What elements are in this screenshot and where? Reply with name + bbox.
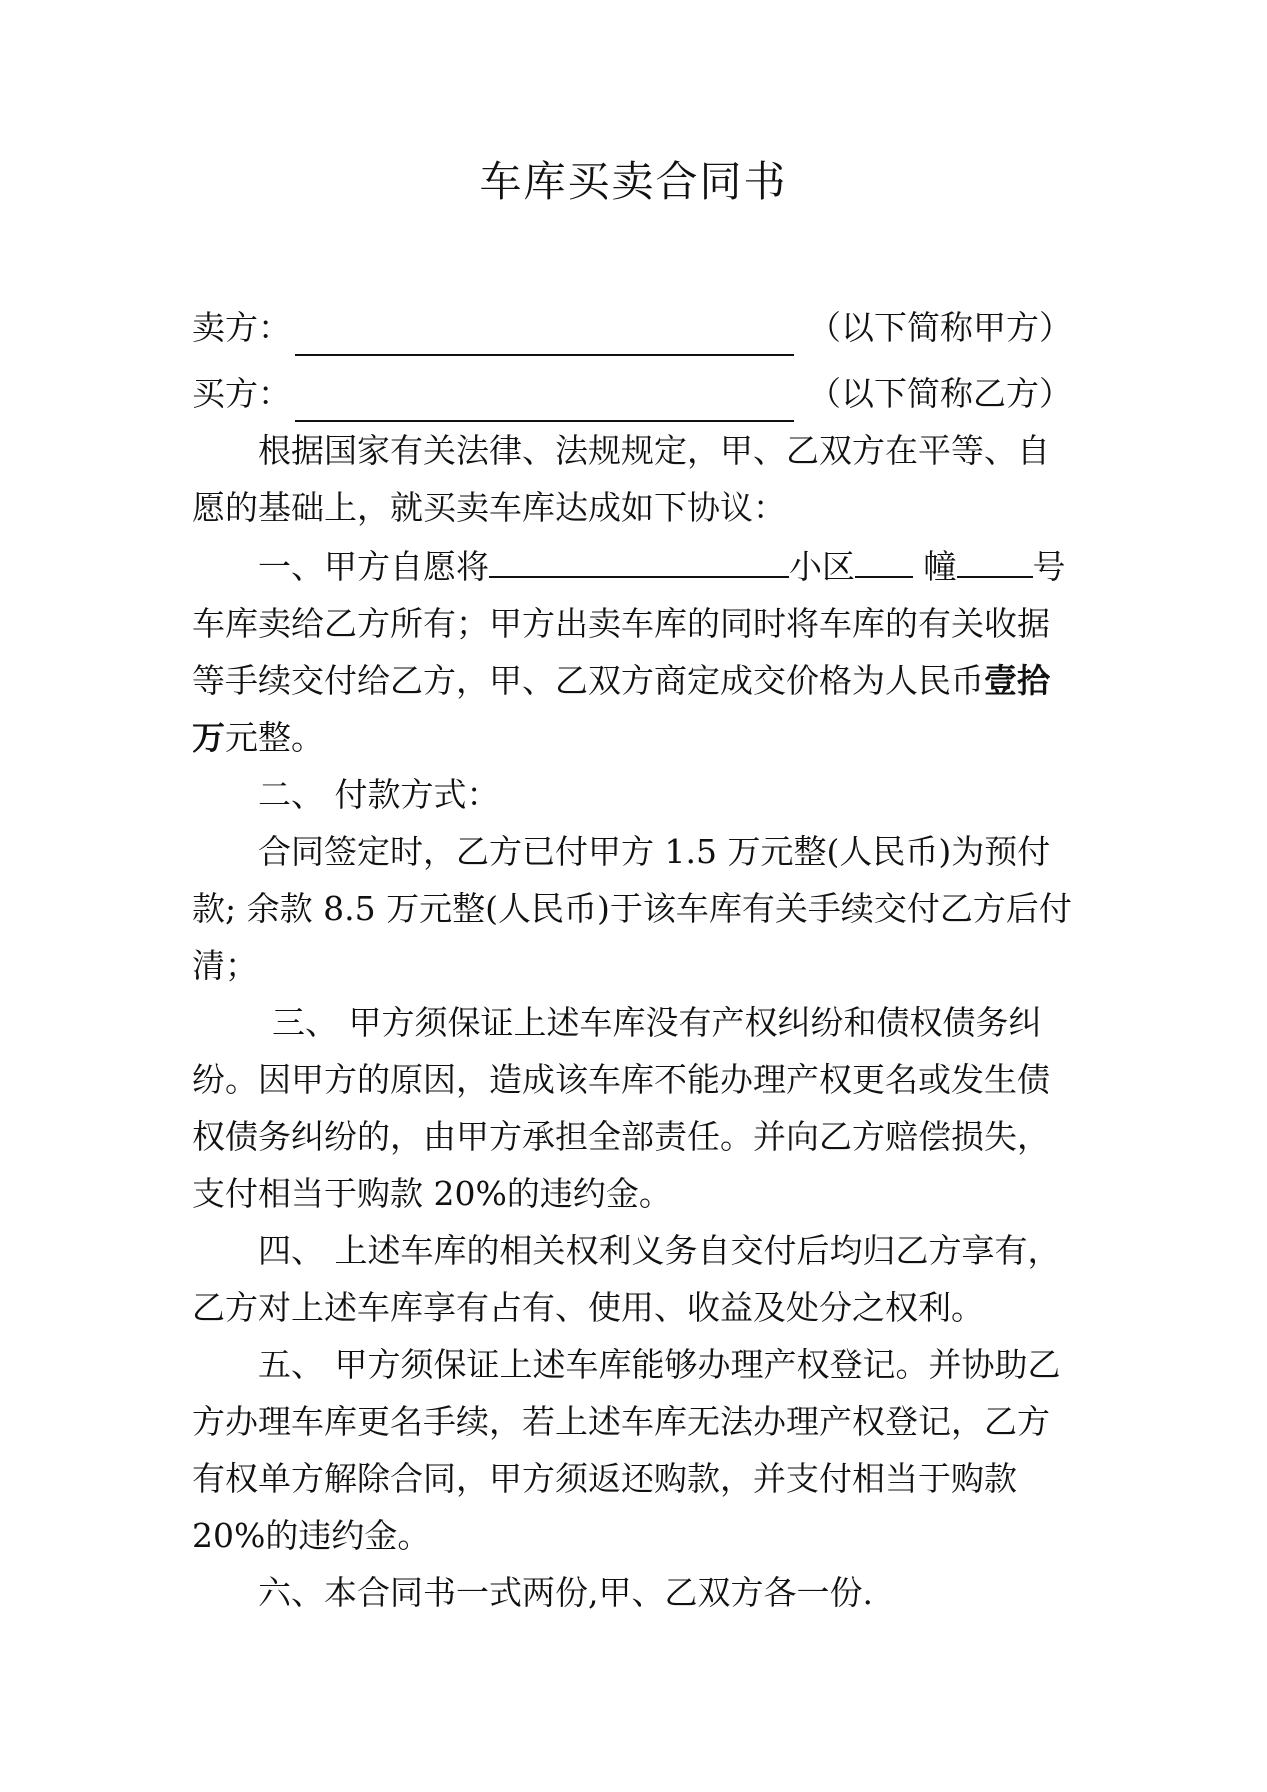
- garage-number-blank[interactable]: [957, 536, 1033, 578]
- document-title: 车库买卖合同书: [479, 157, 788, 206]
- clause-1-part3: 幢: [913, 547, 957, 586]
- community-name-blank[interactable]: [489, 536, 789, 578]
- clause-4-paragraph: 四、 上述车库的相关权利义务自交付后均归乙方享有，乙方对上述车库享有占有、使用、收益及处分之权利。: [192, 1231, 1061, 1327]
- clause-1-part2: 小区: [789, 547, 855, 586]
- buyer-line: [192, 356, 1072, 422]
- seller-name-blank[interactable]: [295, 310, 794, 356]
- clause-5-paragraph: 五、 甲方须保证上述车库能够办理产权登记。并协助乙方办理车库更名手续，若上述车库无法办理产权登记，乙方有权单方解除合同，甲方须返还购款，并支付相当于购款 20%的违约金。: [192, 1345, 1061, 1555]
- price-tail: 元整。: [225, 718, 324, 757]
- clause-1-part4: 号车库卖给乙方所有；甲方出卖车库的同时将车库的有关收据等手续交付给乙方，甲、乙双方商定成交价格为人民币: [192, 547, 1066, 700]
- clause-2-heading: 二、 付款方式：: [258, 775, 500, 814]
- clause-1-paragraph: [192, 536, 1072, 766]
- buyer-name-blank[interactable]: [295, 376, 794, 422]
- seller-suffix: （以下简称甲方）: [808, 308, 1072, 347]
- clause-1-part1: 一、甲方自愿将: [258, 547, 489, 586]
- price-amount: 壹拾万: [192, 661, 1050, 757]
- document-body: [192, 290, 1072, 1621]
- clause-6-paragraph: 六、本合同书一式两份,甲、乙双方各一份.: [258, 1573, 873, 1612]
- seller-label: 卖方：: [192, 308, 291, 347]
- buyer-label: 买方：: [192, 374, 291, 413]
- clause-2-body: 合同签定时，乙方已付甲方 1.5 万元整(人民币)为预付款; 余款 8.5 万元整(人民币)于该车库有关手续交付乙方后付清；: [192, 832, 1072, 985]
- seller-line: [192, 290, 1072, 356]
- building-number-blank[interactable]: [855, 536, 913, 578]
- buyer-suffix: （以下简称乙方）: [808, 374, 1072, 413]
- clause-3-paragraph: 三、 甲方须保证上述车库没有产权纠纷和债权债务纠纷。因甲方的原因，造成该车库不能办理产权更名或发生债权债务纠纷的，由甲方承担全部责任。并向乙方赔偿损失，支付相当于购款 20%的违约金。: [192, 1003, 1050, 1213]
- preamble-paragraph: 根据国家有关法律、法规规定，甲、乙双方在平等、自愿的基础上，就买卖车库达成如下协议：: [192, 431, 1050, 527]
